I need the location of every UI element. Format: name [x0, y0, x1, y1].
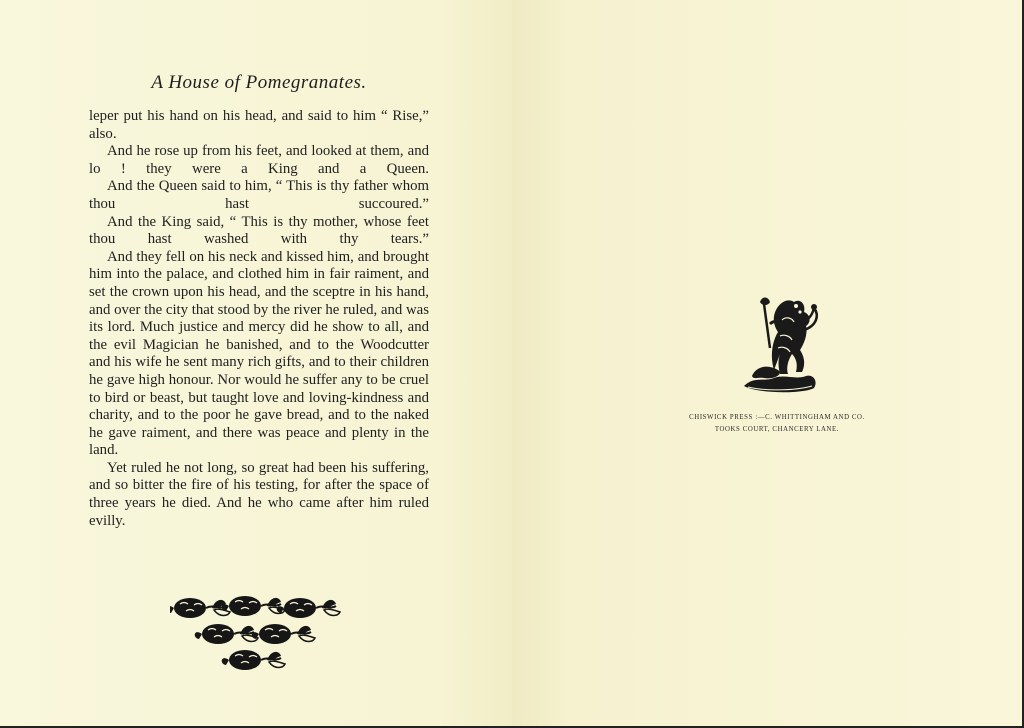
paragraph: And the Queen said to him, “ This is thy father whom thou hast succoured.”: [89, 178, 429, 212]
body-text: [89, 108, 429, 530]
paragraph: leper put his hand on his head, and said to him “ Rise,” also.: [89, 108, 429, 142]
right-page: [512, 0, 1022, 726]
paragraph: Yet ruled he not long, so great had been his suffering, and so bitter the fire of his testing, for after the space of three years he died. And he who came after him ruled evilly.: [89, 459, 429, 529]
left-page: [0, 0, 512, 726]
pomegranate-ornament-icon: [170, 590, 350, 680]
printer-imprint: [652, 412, 902, 436]
lion-device-icon: [734, 290, 824, 402]
imprint-line: TOOKS COURT, CHANCERY LANE.: [714, 426, 840, 433]
imprint-line: CHISWICK PRESS :—C. WHITTINGHAM AND CO.: [689, 414, 865, 421]
paragraph: And he rose up from his feet, and looked at them, and lo ! they were a King and a Queen.: [89, 143, 429, 177]
paragraph: And they fell on his neck and kissed him, and brought him into the palace, and clothed him in fair raiment, and set the crown upon his head, and the sceptre in his hand, and over the city that stood by the river he ruled, and was its lord. Much justice and mercy did he show to all, and the evil Magician he banished, and to the Woodcutter and his wife he sent many rich gifts, and to their children he gave high honour. Nor would he suffer any to be cruel to bird or beast, but taught love and loving-kindness and charity, and to the poor he gave bread, and to the naked he gave raiment, and there was peace and plenty in the land.: [89, 248, 429, 459]
paragraph: And the King said, “ This is thy mother, whose feet thou hast washed with thy tears.”: [89, 213, 429, 248]
running-title: A House of Pomegranates.: [151, 72, 367, 93]
